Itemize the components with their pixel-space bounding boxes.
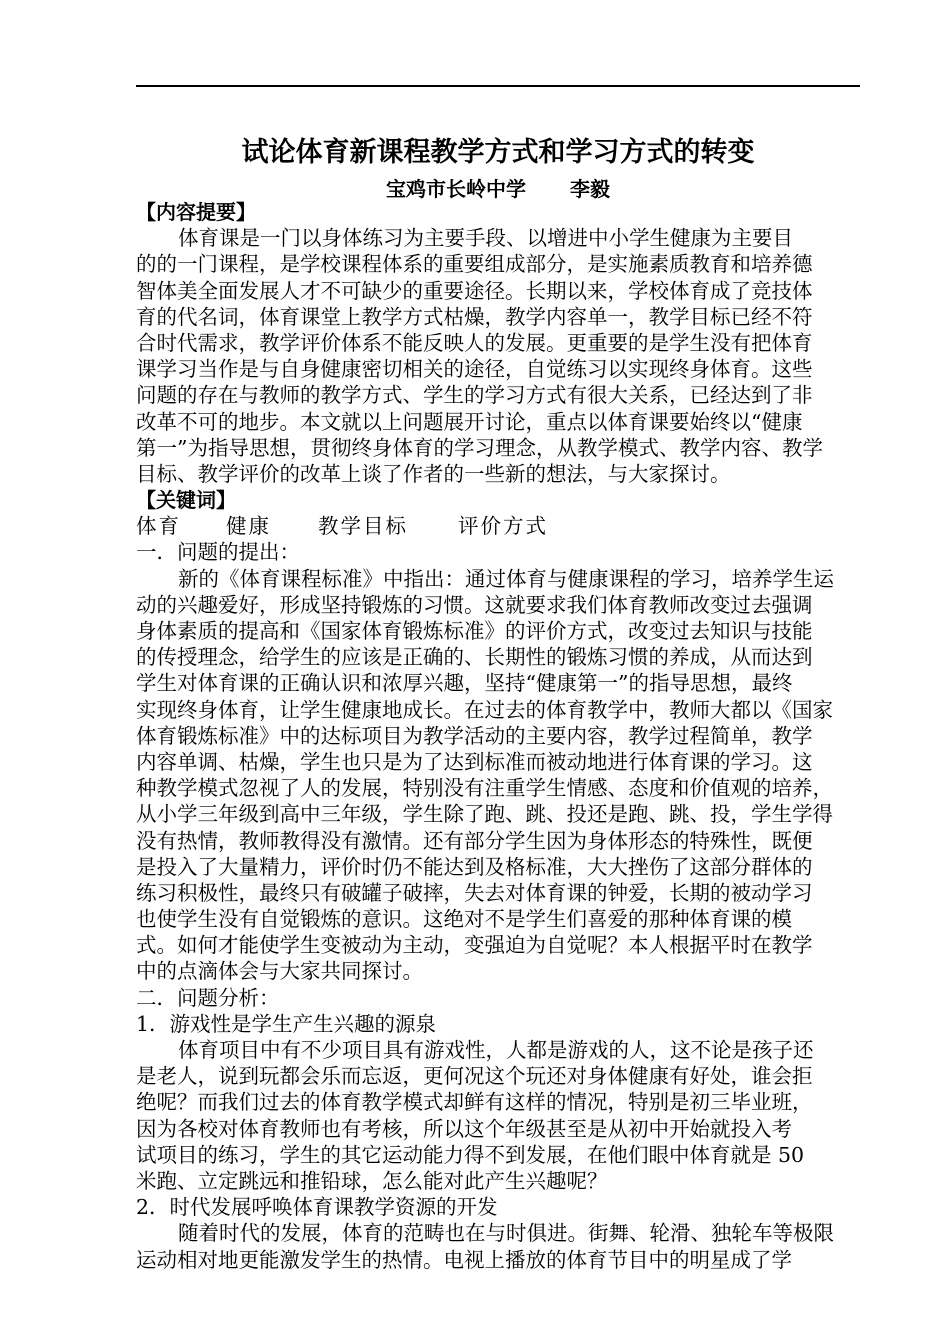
text-line: 育的代名词，体育课堂上教学方式枯燥，教学内容单一，教学目标已经不符 [136,304,813,329]
text-line: 体育课是一门以身体练习为主要手段、以增进中小学生健康为主要目 [178,226,793,251]
text-line: 试项目的练习，学生的其它运动能力得不到发展，在他们眼中体育就是 50 [136,1142,805,1167]
keyword: 体育 [136,514,181,539]
text-line: 中的点滴体会与大家共同探讨。 [136,959,423,984]
section-heading: 一．问题的提出： [136,540,300,565]
subsection1-text [136,1037,866,1194]
text-line: 因为各校对体育教师也有考核，所以这个年级甚至是从初中开始就投入考 [136,1116,792,1141]
text-line: 没有热情，教师教得没有激情。还有部分学生因为身体形态的特殊性，既便 [136,828,813,853]
text-line: 内容单调、枯燥，学生也只是为了达到标准而被动地进行体育课的学习。这 [136,749,813,774]
text-line: 种教学模式忽视了人的发展，特别没有注重学生情感、态度和价值观的培养， [136,776,833,801]
subsection-heading: 1．游戏性是学生产生兴趣的源泉 [136,1011,437,1036]
text-line: 随着时代的发展，体育的范畴也在与时俱进。街舞、轮滑、独轮车等极限 [178,1221,834,1246]
subsection-heading: 2．时代发展呼唤体育课教学资源的开发 [136,1195,498,1220]
text-line: 也使学生没有自觉锻炼的意识。这绝对不是学生们喜爱的那种体育课的模 [136,907,792,932]
keywords-list [136,513,866,539]
text-line: 问题的存在与教师的教学方式、学生的学习方式有很大关系，已经达到了非 [136,383,813,408]
text-line: 从小学三年级到高中三年级，学生除了跑、跳、投还是跑、跳、投，学生学得 [136,802,833,827]
text-line: 合时代需求，教学评价体系不能反映人的发展。更重要的是学生没有把体育 [136,330,813,355]
text-line: 式。如何才能使学生变被动为主动，变强迫为自觉呢？本人根据平时在教学 [136,933,813,958]
text-line: 体育项目中有不少项目具有游戏性，人都是游戏的人，这不论是孩子还 [178,1038,814,1062]
text-line: 练习积极性，最终只有破罐子破摔，失去对体育课的钟爱，长期的被动学习 [136,880,813,905]
text-line: 改革不可的地步。本文就以上问题展开讨论，重点以体育课要始终以“健康 [136,409,803,434]
text-line: 新的《体育课程标准》中指出：通过体育与健康课程的学习，培养学生运 [178,566,834,591]
text-line: 目标、教学评价的改革上谈了作者的一些新的想法，与大家探讨。 [136,461,731,486]
text-line: 米跑、立定跳远和推铅球，怎么能对此产生兴趣呢？ [136,1168,608,1193]
author-school: 宝鸡市长岭中学 [386,177,526,201]
text-line: 课学习当作是与自身健康密切相关的途径，自觉练习以实现终身体育。这些 [136,357,813,382]
section1-text [136,566,866,985]
abstract-text [136,225,866,487]
abstract-heading: 【内容提要】 [136,200,256,224]
text-line: 的传授理念，给学生的应该是正确的、长期性的锻炼习惯的养成，从而达到 [136,645,813,670]
text-line: 是投入了大量精力，评价时仍不能达到及格标准，大大挫伤了这部分群体的 [136,854,813,879]
author-name: 李毅 [570,177,610,201]
text-line: 是老人，说到玩都会乐而忘返，更何况这个玩还对身体健康有好处，谁会拒 [136,1064,813,1089]
keyword: 健康 [226,514,271,539]
keyword: 教学目标 [318,514,408,539]
text-line: 实现终身体育，让学生健康地成长。在过去的体育教学中，教师大都以《国家 [136,697,833,722]
subsection2-text [136,1220,866,1272]
document-body [136,199,866,1273]
text-line: 身体素质的提高和《国家体育锻炼标准》的评价方式，改变过去知识与技能 [136,619,813,643]
keyword: 评价方式 [458,514,548,539]
text-line: 学生对体育课的正确认识和浓厚兴趣，坚持“健康第一”的指导思想，最终 [136,671,793,696]
text-line: 的的一门课程，是学校课程体系的重要组成部分，是实施素质教育和培养德 [136,252,813,277]
header-rule [136,85,860,87]
text-line: 第一”为指导思想，贯彻终身体育的学习理念，从教学模式、教学内容、教学 [136,435,823,460]
keywords-heading: 【关键词】 [136,488,236,513]
document-title: 试论体育新课程教学方式和学习方式的转变 [241,137,755,168]
text-line: 运动相对地更能激发学生的热情。电视上播放的体育节目中的明星成了学 [136,1247,792,1272]
text-line: 智体美全面发展人才不可缺少的重要途径。长期以来，学校体育成了竞技体 [136,278,813,303]
text-line: 绝呢？而我们过去的体育教学模式却鲜有这样的情况，特别是初三毕业班， [136,1090,813,1115]
text-line: 动的兴趣爱好，形成坚持锻炼的习惯。这就要求我们体育教师改变过去强调 [136,592,813,617]
section-heading: 二．问题分析： [136,985,280,1010]
text-line: 体育锻炼标准》中的达标项目为教学活动的主要内容，教学过程简单，教学 [136,723,813,748]
